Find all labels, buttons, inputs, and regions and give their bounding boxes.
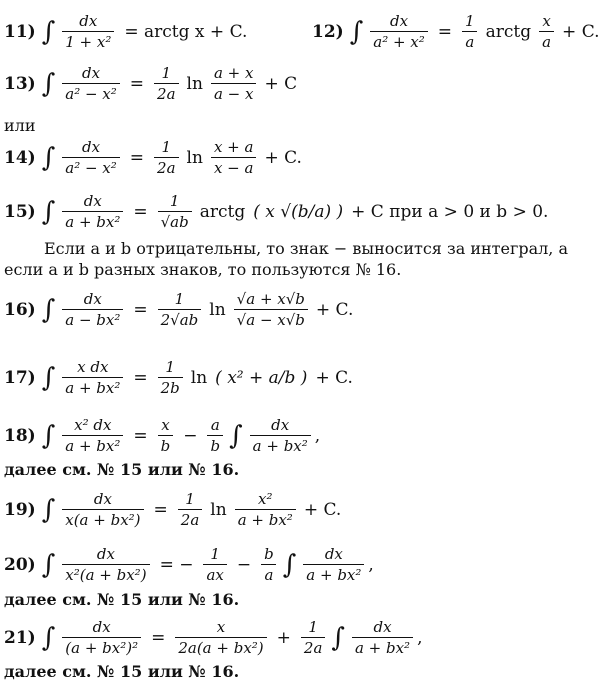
fraction: $\frac{\text{x dx}}{\text{a + bx²}}$ [62,358,123,397]
formula-14: 14) ∫ $\frac{dx}{\text{a² − x²}}$ = $\frac{1}{2a}$ ln $\frac{x + a}{x - a}$ + C. [4,138,302,177]
plus: + [276,627,291,648]
integral-sign: ∫ [41,294,56,325]
equals: = [133,299,148,320]
fraction: $\frac{b}{a}$ [261,545,277,584]
fraction: $\frac{\text{x² dx}}{\text{a + bx²}}$ [62,416,123,455]
integral-sign: ∫ [41,622,56,653]
fraction: $\frac{1}{2√ab}$ [158,290,202,329]
integral-sign: ∫ [41,549,56,580]
fraction: $\frac{1}{2b}$ [158,358,183,397]
formula-19: 19) ∫ $\frac{dx}{\text{x(a + bx²)}}$ = $\frac{1}{2a}$ ln $\frac{\text{x²}}{\text{a + bx²}}$ + C. [4,490,342,529]
integral-sign: ∫ [41,16,56,47]
fraction: $\frac{1}{2a}$ [301,618,326,657]
fraction: $\frac{1}{2a}$ [154,64,179,103]
see-note-20: далее см. № 15 или № 16. [4,590,240,609]
fraction: $\frac{x + a}{x - a}$ [211,138,257,177]
fraction: $\frac{dx}{\text{(a + bx²)²}}$ [62,618,141,657]
fraction: $\frac{dx}{\text{a² − x²}}$ [62,64,120,103]
fraction: $\frac{x}{\text{2a(a + bx²)}}$ [175,618,266,657]
fraction: $\frac{1}{ax}$ [203,545,226,584]
fraction: $\frac{dx}{\text{a − bx²}}$ [62,290,123,329]
fraction: $\frac{√a + x√b}{√a - x√b}$ [234,290,308,329]
fraction: $\frac{dx}{\text{a + bx²}}$ [62,192,123,231]
integral-sign: ∫ [331,622,345,653]
integral-sign: ∫ [41,420,56,451]
integral-sign: ∫ [41,494,56,525]
fraction: $\frac{dx}{\text{a² + x²}}$ [370,12,428,51]
fraction: $\frac{a + x}{a - x}$ [211,64,257,103]
formula-15: 15) ∫ $\frac{dx}{\text{a + bx²}}$ = $\frac{1}{√ab}$ arctg ( x √(b/a) ) + C при a > 0 и b > 0. [4,192,549,231]
see-note-21: далее см. № 15 или № 16. [4,662,240,681]
fraction: $\frac{dx}{\text{a² − x²}}$ [62,138,120,177]
fraction: $\frac{1}{√ab}$ [158,192,192,231]
equals: = − [159,554,194,575]
integral-sign: ∫ [282,549,297,580]
equals: = [129,147,145,168]
equals: = [133,367,148,388]
fraction: $\frac{x}{b}$ [158,416,174,455]
fraction: $\frac{dx}{\text{a + bx²}}$ [303,545,364,584]
integral-sign: ∫ [229,420,243,451]
fraction: $\frac{dx}{\text{x²(a + bx²)}}$ [62,545,149,584]
integral-sign: ∫ [41,196,56,227]
minus: − [236,554,252,575]
equals: = [129,73,145,94]
see-note-18: далее см. № 15 или № 16. [4,460,240,479]
integral-sign: ∫ [41,142,56,173]
formula-11: 11) ∫ $\frac{dx}{\text{1 + x²}}$ = arctg x + C. [4,12,248,51]
fraction: $\frac{dx}{\text{a + bx²}}$ [250,416,311,455]
formula-18: 18) ∫ $\frac{\text{x² dx}}{\text{a + bx²}}$ = $\frac{x}{b}$ − $\frac{a}{b}$ ∫ $\frac{dx}{\text{a + bx²}}$ , [4,416,321,455]
integral-sign: ∫ [41,362,56,393]
minus: − [183,425,198,446]
formula-21: 21) ∫ $\frac{dx}{\text{(a + bx²)²}}$ = $\frac{x}{\text{2a(a + bx²)}}$ + $\frac{1}{2a}$ ∫ $\frac{dx}{\text{a + bx²}}$ , [4,618,423,657]
equals: = [153,499,168,520]
fraction: $\frac{a}{b}$ [207,416,223,455]
formula-20: 20) ∫ $\frac{dx}{\text{x²(a + bx²)}}$ = − $\frac{1}{ax}$ − $\frac{b}{a}$ ∫ $\frac{dx}{\text{a + bx²}}$ , [4,545,374,584]
formula-13: 13) ∫ $\frac{dx}{\text{a² − x²}}$ = $\frac{1}{2a}$ ln $\frac{a + x}{a - x}$ + C [4,64,298,103]
equals: = [437,21,453,42]
fraction: $\frac{x}{a}$ [539,12,554,51]
fraction: $\frac{dx}{\text{1 + x²}}$ [62,12,114,51]
formula-17: 17) ∫ $\frac{\text{x dx}}{\text{a + bx²}}$ = $\frac{1}{2b}$ ln ( x² + a/b ) + C. [4,358,353,397]
fraction: $\frac{dx}{\text{a + bx²}}$ [352,618,413,657]
integral-sign: ∫ [41,68,56,99]
formula-12: 12) ∫ $\frac{dx}{\text{a² + x²}}$ = $\frac{1}{a}$ arctg $\frac{x}{a}$ + C. [312,12,599,51]
fraction: $\frac{dx}{\text{x(a + bx²)}}$ [62,490,143,529]
equals: = [133,201,148,222]
fraction: $\frac{1}{2a}$ [154,138,179,177]
or-text: или [4,116,36,135]
equals: = [151,627,166,648]
fraction: $\frac{1}{2a}$ [178,490,203,529]
fraction: $\frac{\text{x²}}{\text{a + bx²}}$ [235,490,296,529]
equals: = [133,425,148,446]
fraction: $\frac{1}{a}$ [462,12,478,51]
integral-sign: ∫ [349,16,364,47]
formula-16: 16) ∫ $\frac{dx}{\text{a − bx²}}$ = $\frac{1}{2√ab}$ ln $\frac{√a + x√b}{√a - x√b}$ + C. [4,290,354,329]
note-paragraph: Если a и b отрицательны, то знак − выносится за интеграл, а если a и b разных знаков, то пользуются № 16. [4,239,569,279]
